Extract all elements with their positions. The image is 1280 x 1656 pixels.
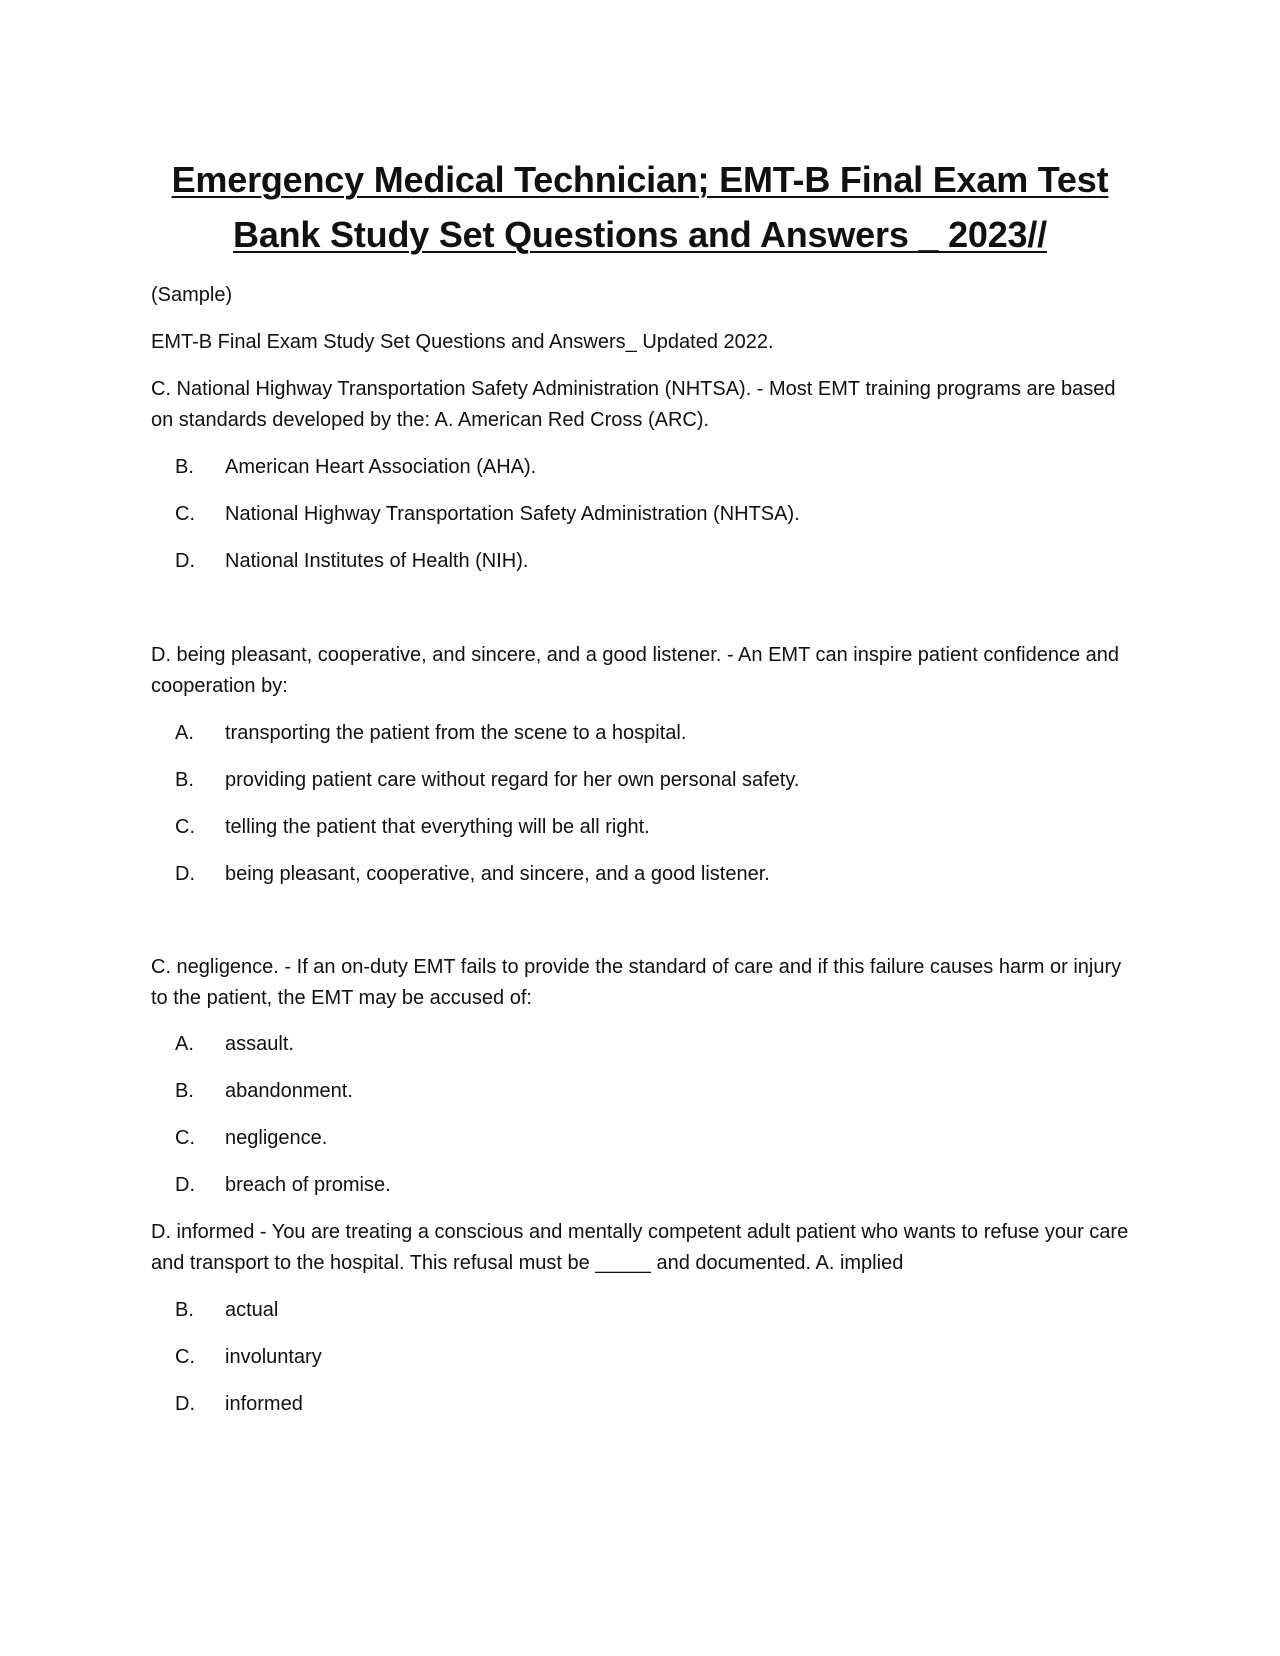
- answer-option: [175, 765, 1075, 796]
- option-letter: C.: [175, 1127, 195, 1149]
- option-letter: B.: [175, 769, 194, 791]
- option-letter: D.: [175, 1174, 195, 1196]
- option-text: informed: [225, 1393, 303, 1415]
- option-text: American Heart Association (AHA).: [225, 456, 537, 478]
- option-text: assault.: [225, 1033, 294, 1055]
- answer-option: [175, 1123, 1075, 1154]
- answer-option: [175, 546, 1075, 577]
- option-text: providing patient care without regard for her own personal safety.: [225, 769, 800, 791]
- question-stem: D. being pleasant, cooperative, and sincere, and a good listener. - An EMT can inspire patient confidence and cooperation by:: [151, 644, 1120, 697]
- option-letter: B.: [175, 456, 194, 478]
- option-text: involuntary: [225, 1346, 322, 1368]
- answer-option: [175, 452, 1075, 483]
- option-letter: D.: [175, 863, 195, 885]
- option-text: telling the patient that everything will be all right.: [225, 816, 650, 838]
- option-letter: D.: [175, 550, 195, 572]
- option-text: abandonment.: [225, 1080, 353, 1102]
- answer-option: [175, 1389, 1075, 1420]
- option-letter: C.: [175, 816, 195, 838]
- answer-option: [175, 718, 1075, 749]
- option-text: National Highway Transportation Safety Administration (NHTSA).: [225, 503, 800, 525]
- option-text: breach of promise.: [225, 1174, 391, 1196]
- question-stem: C. negligence. - If an on-duty EMT fails to provide the standard of care and if this failure causes harm or injury to the patient, the EMT may be accused of:: [151, 956, 1122, 1009]
- option-text: being pleasant, cooperative, and sincere, and a good listener.: [225, 863, 770, 885]
- option-letter: C.: [175, 503, 195, 525]
- option-letter: A.: [175, 1033, 194, 1055]
- answer-option: [175, 1170, 1075, 1201]
- question-stem: C. National Highway Transportation Safety Administration (NHTSA). - Most EMT training programs are based on standards developed by the: A. American Red Cross (ARC).: [151, 378, 1116, 431]
- option-letter: B.: [175, 1299, 194, 1321]
- answer-option: [175, 1295, 1075, 1326]
- sample-label: (Sample): [151, 284, 233, 306]
- answer-option: [175, 812, 1075, 843]
- option-letter: D.: [175, 1393, 195, 1415]
- option-text: National Institutes of Health (NIH).: [225, 550, 529, 572]
- document-title: Emergency Medical Technician; EMT-B Final Exam Test Bank Study Set Questions and Answers _ 2023//: [171, 159, 1109, 255]
- answer-option: [175, 1029, 1075, 1060]
- document-subtitle: EMT-B Final Exam Study Set Questions and Answers_ Updated 2022.: [151, 331, 774, 353]
- option-text: actual: [225, 1299, 279, 1321]
- answer-option: [175, 499, 1075, 530]
- option-letter: B.: [175, 1080, 194, 1102]
- option-letter: A.: [175, 722, 194, 744]
- option-text: negligence.: [225, 1127, 328, 1149]
- question-stem: D. informed - You are treating a conscious and mentally competent adult patient who wants to refuse your care and transport to the hospital. This refusal must be _____ and documented. A. implied: [151, 1221, 1129, 1274]
- answer-option: [175, 859, 1075, 890]
- answer-option: [175, 1076, 1075, 1107]
- option-text: transporting the patient from the scene to a hospital.: [225, 722, 687, 744]
- option-letter: C.: [175, 1346, 195, 1368]
- answer-option: [175, 1342, 1075, 1373]
